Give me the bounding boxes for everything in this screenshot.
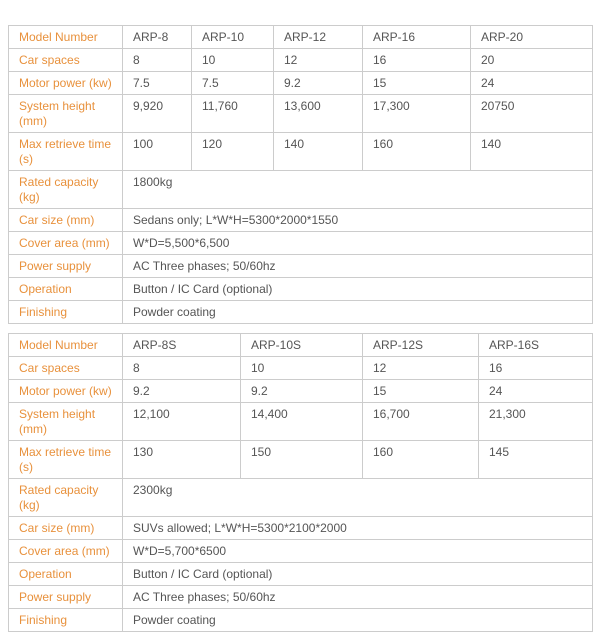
spec-label: System height (mm) <box>9 403 123 441</box>
spec-value: 130 <box>123 441 241 479</box>
spec-value: SUVs allowed; L*W*H=5300*2100*2000 <box>123 517 593 540</box>
spec-label: Model Number <box>9 26 123 49</box>
table-row-rated-capacity <box>9 171 593 209</box>
table-row-car-spaces <box>9 357 593 380</box>
spec-value: 160 <box>363 441 479 479</box>
spec-label: Car size (mm) <box>9 517 123 540</box>
spec-label: Cover area (mm) <box>9 232 123 255</box>
spec-value: 13,600 <box>274 95 363 133</box>
spec-value: AC Three phases; 50/60hz <box>123 586 593 609</box>
table-row-system-height <box>9 403 593 441</box>
spec-value: 120 <box>192 133 274 171</box>
spec-value: Powder coating <box>123 609 593 632</box>
spec-value: 17,300 <box>363 95 471 133</box>
spec-label: Max retrieve time (s) <box>9 441 123 479</box>
table-row-rated-capacity <box>9 479 593 517</box>
spec-value: 24 <box>471 72 593 95</box>
spec-value: 9,920 <box>123 95 192 133</box>
spec-table-arp-standard <box>8 25 593 324</box>
spec-label: Cover area (mm) <box>9 540 123 563</box>
spec-label: Car spaces <box>9 49 123 72</box>
spec-value: 140 <box>274 133 363 171</box>
spec-label: Car size (mm) <box>9 209 123 232</box>
table-row-model <box>9 334 593 357</box>
table-row-operation <box>9 563 593 586</box>
spec-value: 20750 <box>471 95 593 133</box>
table-row-max-retrieve-time <box>9 133 593 171</box>
model-value: ARP-12 <box>274 26 363 49</box>
spec-value: 24 <box>479 380 593 403</box>
model-value: ARP-10 <box>192 26 274 49</box>
spec-value: 12 <box>274 49 363 72</box>
spec-value: 10 <box>192 49 274 72</box>
spec-value: Powder coating <box>123 301 593 324</box>
spec-value: 9.2 <box>241 380 363 403</box>
model-value: ARP-8S <box>123 334 241 357</box>
spec-value: 12,100 <box>123 403 241 441</box>
model-value: ARP-8 <box>123 26 192 49</box>
spec-value: 160 <box>363 133 471 171</box>
table-row-max-retrieve-time <box>9 441 593 479</box>
spec-value: 11,760 <box>192 95 274 133</box>
spec-value: 16,700 <box>363 403 479 441</box>
model-value: ARP-10S <box>241 334 363 357</box>
table-row-car-spaces <box>9 49 593 72</box>
spec-value: 2300kg <box>123 479 593 517</box>
spec-value: 15 <box>363 72 471 95</box>
spec-value: 14,400 <box>241 403 363 441</box>
spec-value: AC Three phases; 50/60hz <box>123 255 593 278</box>
spec-value: W*D=5,700*6500 <box>123 540 593 563</box>
spec-value: 140 <box>471 133 593 171</box>
spec-value: 150 <box>241 441 363 479</box>
spec-value: W*D=5,500*6,500 <box>123 232 593 255</box>
table-row-power-supply <box>9 586 593 609</box>
table-row-motor-power <box>9 380 593 403</box>
spec-table-arp-s-series <box>8 333 593 632</box>
spec-label: Finishing <box>9 609 123 632</box>
spec-value: Button / IC Card (optional) <box>123 278 593 301</box>
table-row-finishing <box>9 301 593 324</box>
table-row-car-size <box>9 209 593 232</box>
spec-value: 7.5 <box>192 72 274 95</box>
spec-label: Motor power (kw) <box>9 380 123 403</box>
spec-value: 100 <box>123 133 192 171</box>
spec-value: 9.2 <box>123 380 241 403</box>
spec-label: Operation <box>9 278 123 301</box>
spec-label: Max retrieve time (s) <box>9 133 123 171</box>
spec-value: 16 <box>479 357 593 380</box>
table-row-car-size <box>9 517 593 540</box>
spec-value: 8 <box>123 49 192 72</box>
spec-value: Button / IC Card (optional) <box>123 563 593 586</box>
spec-value: 16 <box>363 49 471 72</box>
spec-value: 12 <box>363 357 479 380</box>
table-row-system-height <box>9 95 593 133</box>
spec-value: 20 <box>471 49 593 72</box>
table-row-finishing <box>9 609 593 632</box>
spec-value: 145 <box>479 441 593 479</box>
spec-value: 21,300 <box>479 403 593 441</box>
spec-value: Sedans only; L*W*H=5300*2000*1550 <box>123 209 593 232</box>
table-row-cover-area <box>9 232 593 255</box>
spec-label: Rated capacity (kg) <box>9 171 123 209</box>
spec-value: 15 <box>363 380 479 403</box>
spec-value: 10 <box>241 357 363 380</box>
spec-value: 9.2 <box>274 72 363 95</box>
spec-label: Finishing <box>9 301 123 324</box>
spec-label: Operation <box>9 563 123 586</box>
spec-label: Car spaces <box>9 357 123 380</box>
model-value: ARP-20 <box>471 26 593 49</box>
model-value: ARP-16 <box>363 26 471 49</box>
table-row-power-supply <box>9 255 593 278</box>
table-row-motor-power <box>9 72 593 95</box>
spec-label: Motor power (kw) <box>9 72 123 95</box>
spec-label: System height (mm) <box>9 95 123 133</box>
spec-label: Model Number <box>9 334 123 357</box>
table-row-operation <box>9 278 593 301</box>
spec-value: 8 <box>123 357 241 380</box>
spec-value: 1800kg <box>123 171 593 209</box>
table-row-cover-area <box>9 540 593 563</box>
table-row-model <box>9 26 593 49</box>
model-value: ARP-12S <box>363 334 479 357</box>
model-value: ARP-16S <box>479 334 593 357</box>
spec-value: 7.5 <box>123 72 192 95</box>
spec-label: Rated capacity (kg) <box>9 479 123 517</box>
spec-label: Power supply <box>9 586 123 609</box>
spec-label: Power supply <box>9 255 123 278</box>
